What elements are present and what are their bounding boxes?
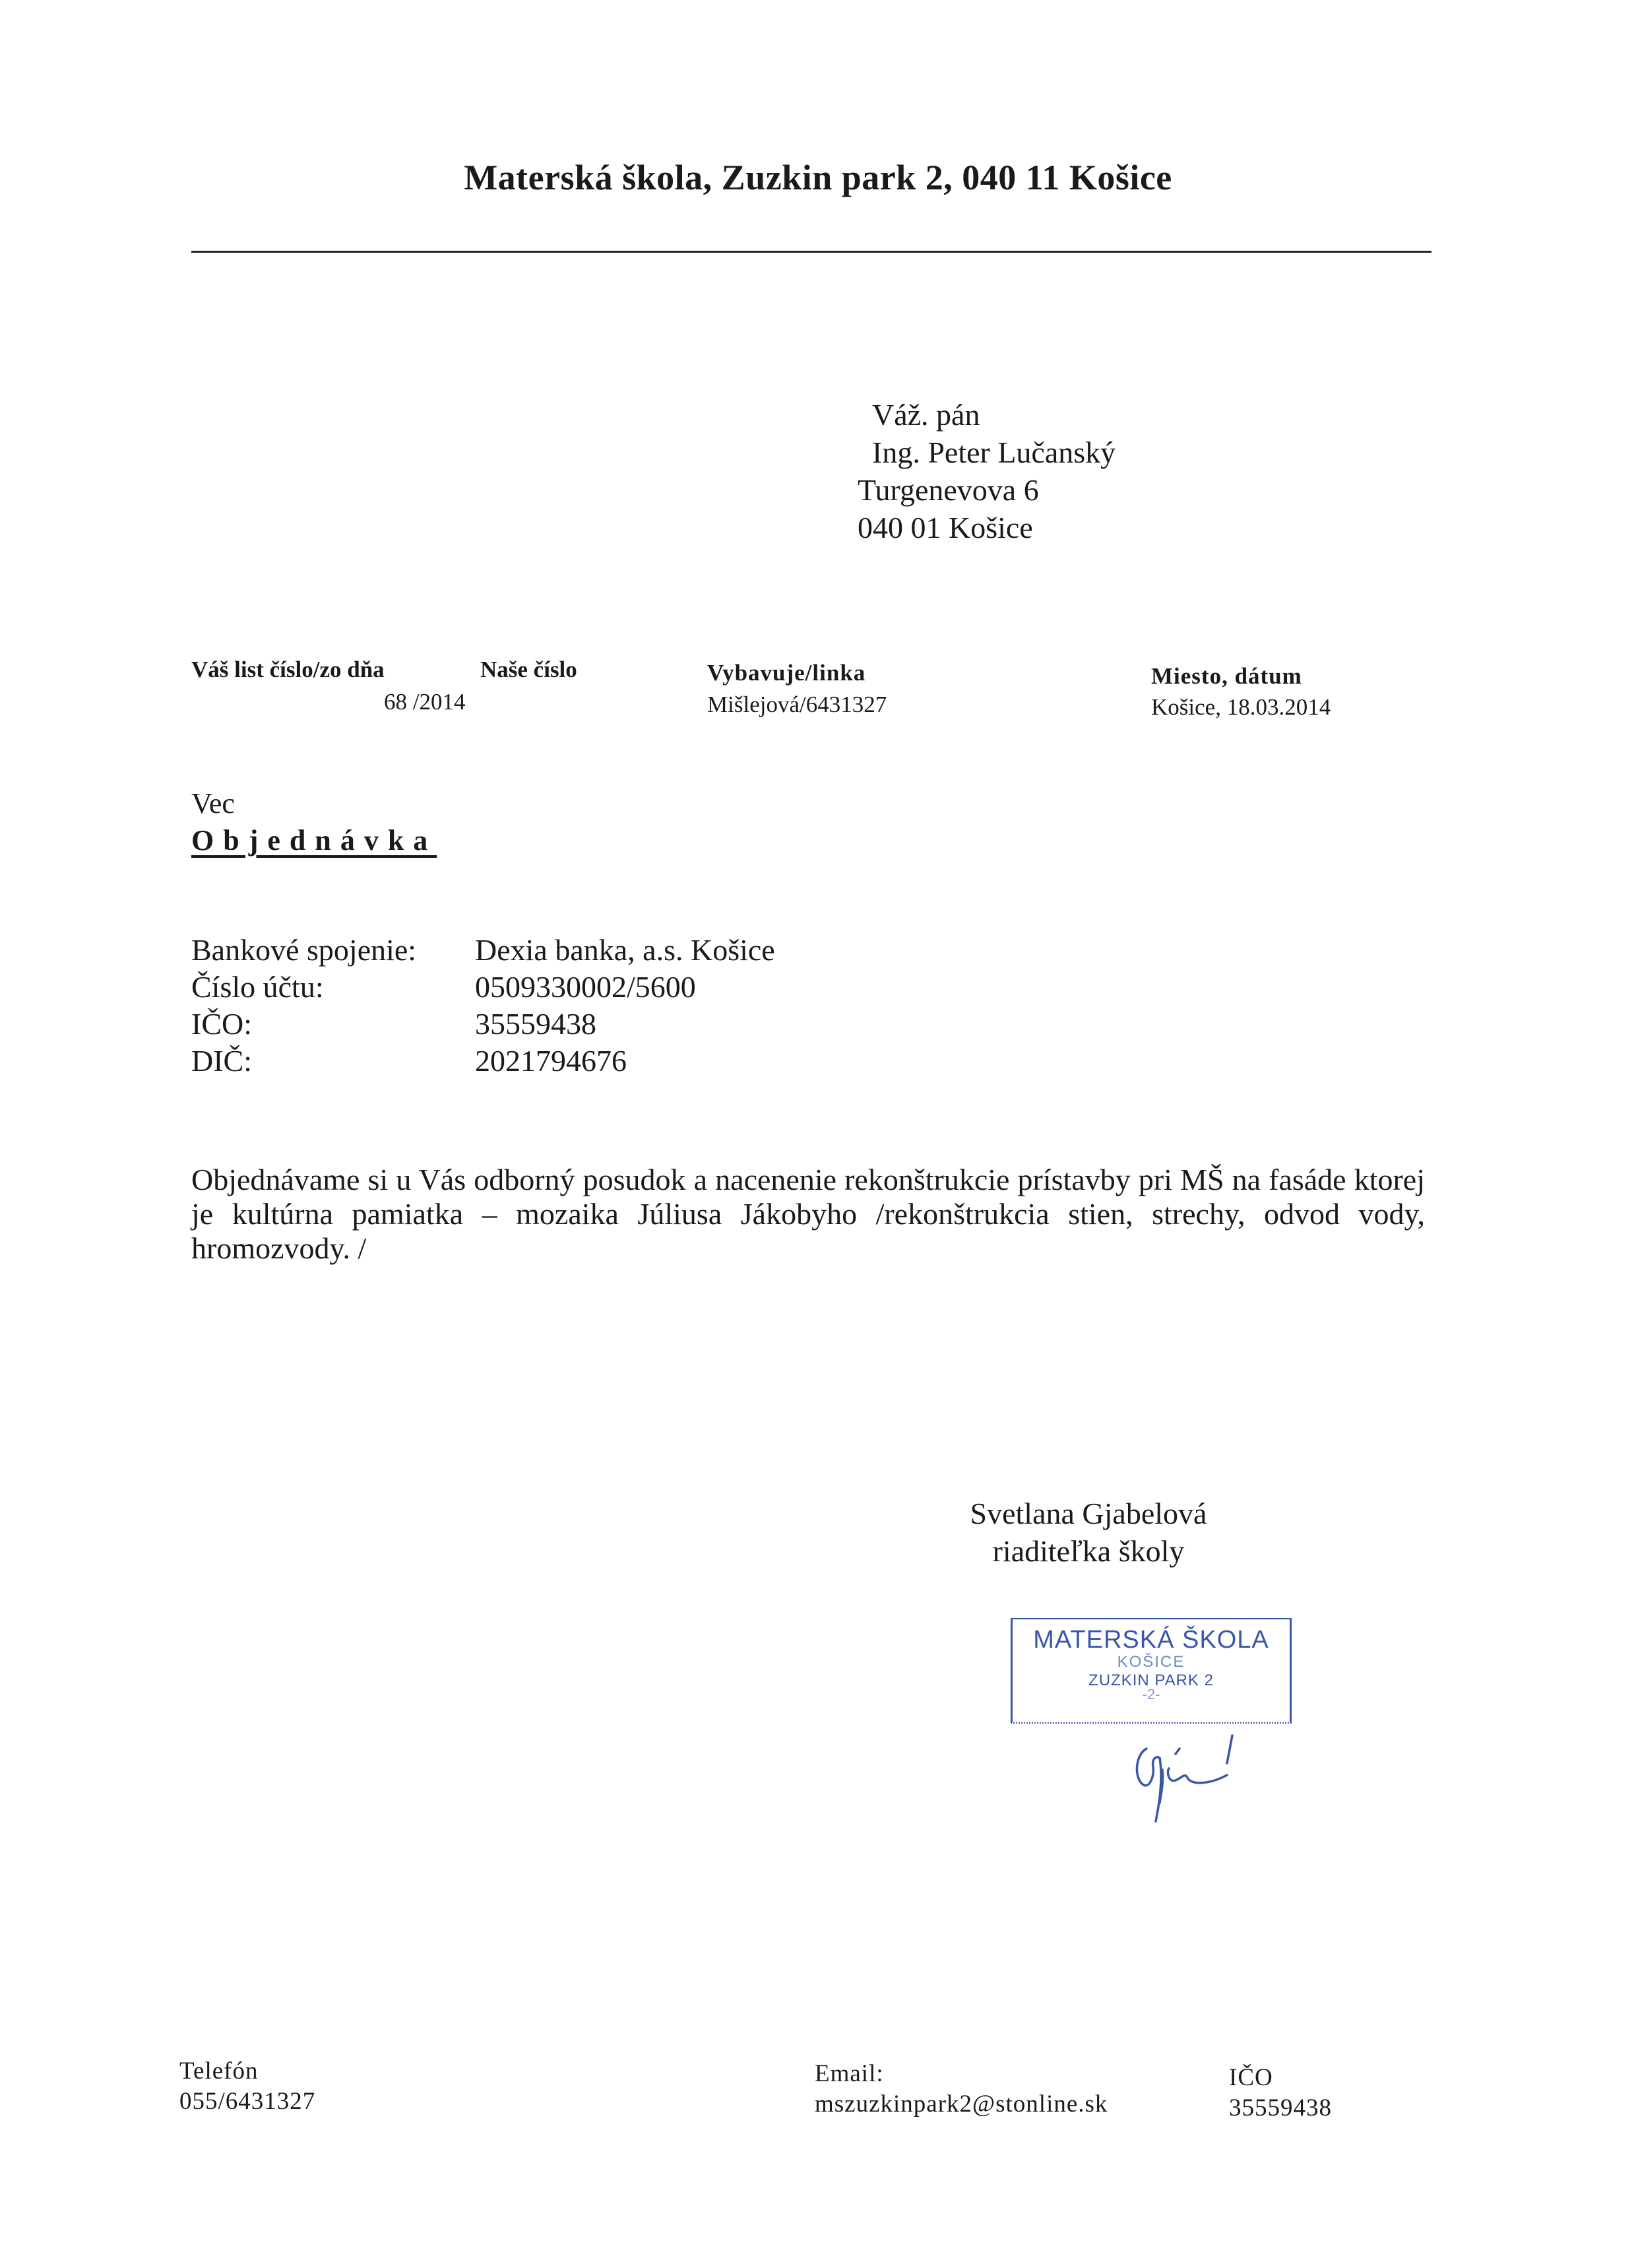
footer-phone: [179, 2056, 315, 2117]
footer-ico-label: IČO: [1229, 2064, 1273, 2091]
addressee-city: 040 01 Košice: [858, 511, 1033, 544]
school-stamp: [1011, 1618, 1292, 1724]
place-date-label: Miesto, dátum: [1151, 663, 1302, 689]
stamp-line: MATERSKÁ ŠKOLA: [1033, 1626, 1269, 1654]
addressee-salutation: Váž. pán: [872, 398, 980, 432]
letterhead-title: Materská škola, Zuzkin park 2, 040 11 Košice: [464, 158, 1172, 197]
stamp-line: KOŠICE: [1117, 1653, 1185, 1671]
signer-title: riaditeľka školy: [992, 1534, 1185, 1568]
subject-title: Objednávka: [191, 824, 437, 857]
bank-label: Číslo účtu:: [191, 970, 324, 1004]
handled-by-value: Mišlejová/6431327: [707, 692, 887, 717]
bank-value: Dexia banka, a.s. Košice: [475, 933, 775, 967]
footer-ico: [1229, 2063, 1332, 2123]
your-letter-label: Váš list číslo/zo dňa: [191, 657, 385, 682]
handled-by-label: Vybavuje/linka: [707, 660, 866, 686]
stamp-line: ZUZKIN PARK 2: [1088, 1671, 1214, 1689]
addressee-block: [858, 396, 1116, 546]
footer-ico-value: 35559438: [1229, 2094, 1332, 2122]
bank-label: IČO:: [191, 1007, 252, 1041]
addressee-name: Ing. Peter Lučanský: [872, 436, 1116, 469]
signer-block: [950, 1495, 1227, 1570]
bank-label: Bankové spojenie:: [191, 933, 417, 967]
footer-email-label: Email:: [815, 2060, 884, 2087]
bank-label: DIČ:: [191, 1044, 252, 1078]
footer-phone-value: 055/6431327: [179, 2088, 316, 2115]
bank-row: [191, 1006, 775, 1043]
handwritten-signature: [1121, 1729, 1240, 1828]
bank-details: [191, 932, 775, 1080]
bank-row: [191, 969, 775, 1006]
signer-name: Svetlana Gjabelová: [970, 1497, 1207, 1530]
bank-value: 2021794676: [475, 1044, 627, 1078]
subject-label: Vec: [191, 787, 235, 820]
bank-value: 35559438: [475, 1007, 596, 1041]
bank-row: [191, 1043, 775, 1080]
letterhead-divider: [191, 251, 1432, 253]
footer-email-value: mszuzkinpark2@stonline.sk: [815, 2090, 1108, 2118]
our-number-value: 68 /2014: [384, 689, 466, 715]
place-date-value: Košice, 18.03.2014: [1151, 694, 1331, 720]
stamp-line: -2-: [1142, 1686, 1160, 1702]
addressee-street: Turgenevova 6: [858, 473, 1039, 507]
bank-row: [191, 932, 775, 969]
bank-value: 0509330002/5600: [475, 970, 696, 1004]
order-body-text: Objednávame si u Vás odborný posudok a nacenenie rekonštrukcie prístavby pri MŠ na fasáde ktorej je kultúrna pamiatka – mozaika Júliusa Jákobyho /rekonštrukcia stien, strechy, odvod vody, hromozvody. /: [191, 1163, 1425, 1265]
footer-phone-label: Telefón: [179, 2057, 259, 2085]
our-number-label: Naše číslo: [480, 657, 577, 682]
footer-email: [815, 2059, 1108, 2120]
